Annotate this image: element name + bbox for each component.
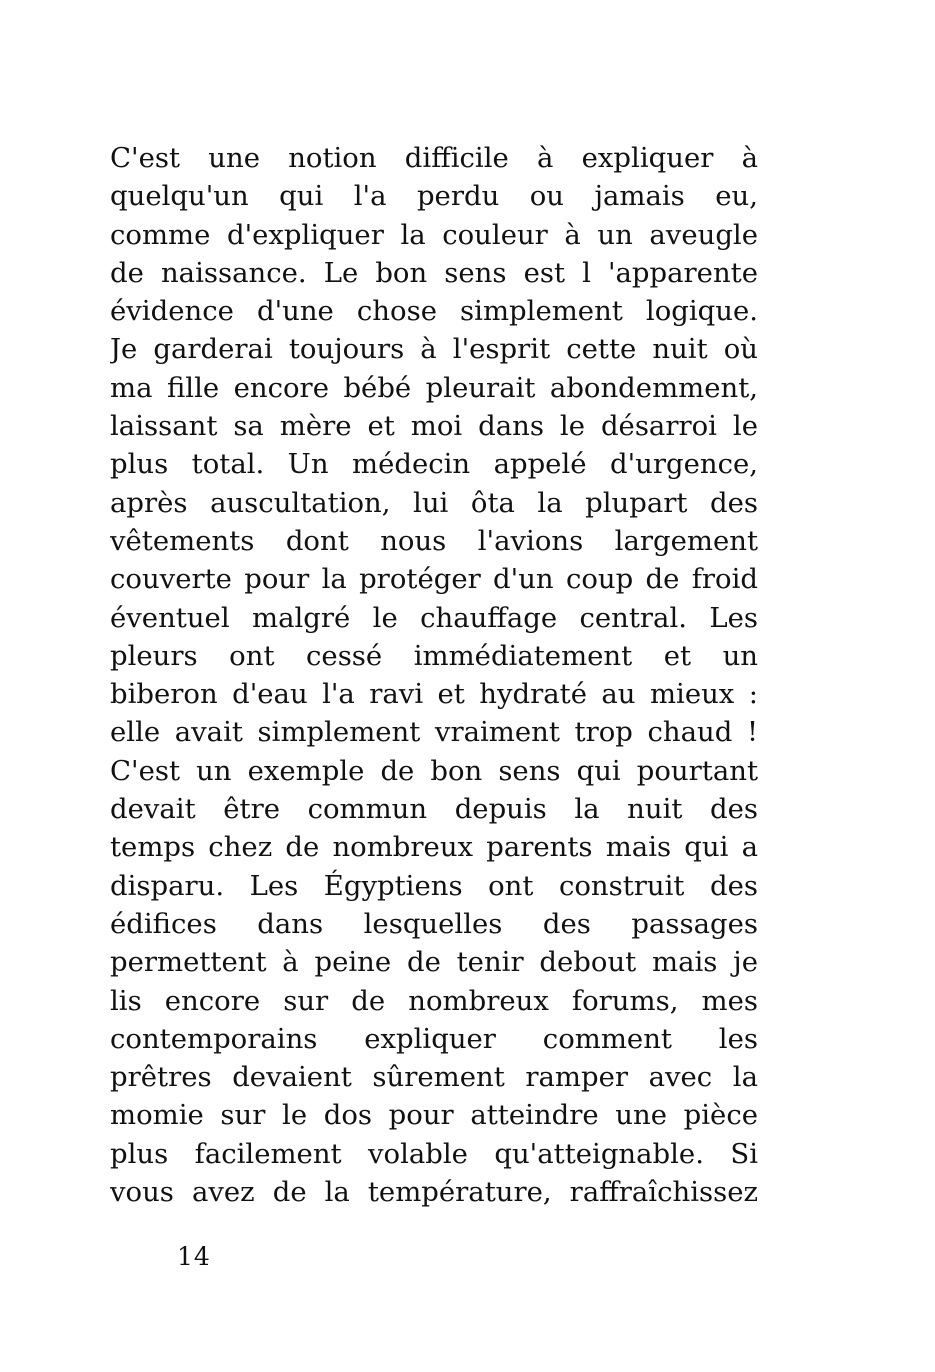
text-line: vous avez de la température, raffraîchissez	[110, 1176, 758, 1209]
text-line: laissant sa mère et moi dans le désarroi le	[110, 410, 758, 443]
text-line: évidence d'une chose simplement logique.	[110, 295, 758, 328]
text-line: C'est une notion difficile à expliquer à	[110, 142, 758, 174]
text-line: temps chez de nombreux parents mais qui a	[110, 831, 758, 864]
text-line: plus facilement volable qu'atteignable. Si	[110, 1137, 758, 1170]
text-line: Je garderai toujours à l'esprit cette nuit où	[110, 333, 758, 366]
text-line: couverte pour la protéger d'un coup de froid	[110, 563, 758, 596]
text-line: lis encore sur de nombreux forums, mes	[110, 984, 758, 1017]
text-line: comme d'expliquer la couleur à un aveugle	[110, 218, 758, 251]
text-line: prêtres devaient sûrement ramper avec la	[110, 1061, 758, 1094]
text-line: biberon d'eau l'a ravi et hydraté au mieux :	[110, 678, 758, 711]
text-line: quelqu'un qui l'a perdu ou jamais eu,	[110, 180, 758, 213]
text-line: disparu. Les Égyptiens ont construit des	[110, 869, 758, 902]
text-line: ma fille encore bébé pleurait abondemment,	[110, 371, 758, 404]
text-line: contemporains expliquer comment les	[110, 1022, 758, 1055]
text-line: vêtements dont nous l'avions largement	[110, 524, 758, 557]
text-line: pleurs ont cessé immédiatement et un	[110, 639, 758, 672]
text-line: devait être commun depuis la nuit des	[110, 793, 758, 826]
body-text	[110, 139, 758, 1211]
text-line: après auscultation, lui ôta la plupart des	[110, 486, 758, 519]
text-line: C'est un exemple de bon sens qui pourtant	[110, 754, 758, 787]
page-number: 14	[177, 1242, 211, 1271]
text-line: édifices dans lesquelles des passages	[110, 907, 758, 940]
text-line: de naissance. Le bon sens est l 'apparente	[110, 256, 758, 289]
text-line: elle avait simplement vraiment trop chaud !	[110, 716, 758, 749]
text-line: permettent à peine de tenir debout mais je	[110, 946, 758, 979]
text-line: plus total. Un médecin appelé d'urgence,	[110, 448, 758, 481]
text-line: éventuel malgré le chauffage central. Les	[110, 601, 758, 634]
text-line: momie sur le dos pour atteindre une pièce	[110, 1099, 758, 1132]
